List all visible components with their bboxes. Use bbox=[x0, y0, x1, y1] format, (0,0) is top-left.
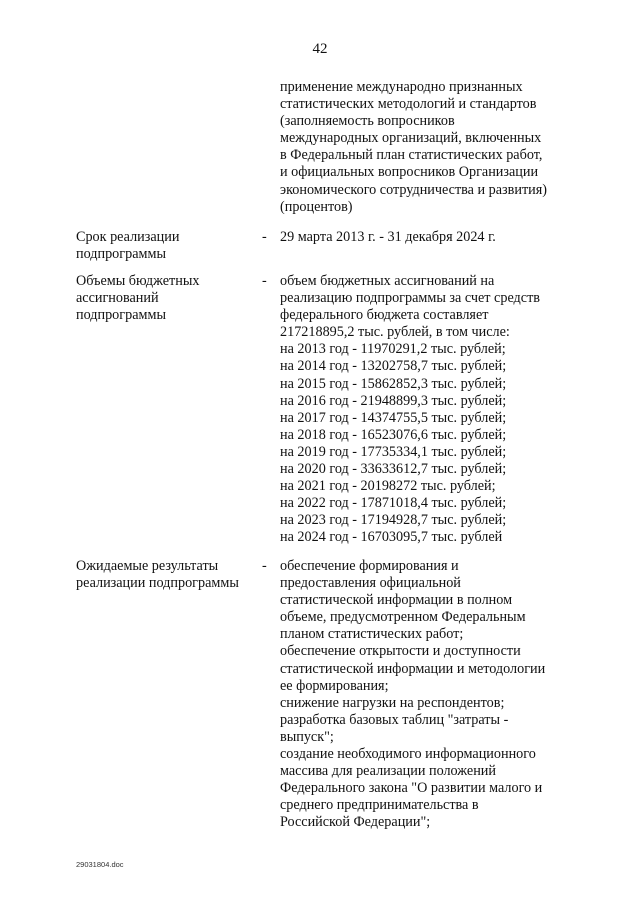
text-line: статистических методологий и стандартов bbox=[280, 96, 537, 113]
year-allocation-line: на 2019 год - 17735334,1 тыс. рублей; bbox=[280, 443, 507, 460]
row-label bbox=[76, 273, 199, 324]
row-dash: - bbox=[262, 273, 267, 289]
text-line: предоставления официальной bbox=[280, 575, 461, 592]
page-number: 42 bbox=[312, 41, 328, 57]
row-label bbox=[76, 558, 239, 592]
row-text bbox=[280, 558, 545, 832]
label-line: подпрограммы bbox=[76, 307, 166, 324]
text-line: массива для реализации положений bbox=[280, 763, 496, 780]
text-line: объем бюджетных ассигнований на bbox=[280, 273, 495, 289]
label-line: реализации подпрограммы bbox=[76, 575, 239, 592]
row-dash: - bbox=[262, 229, 267, 245]
text-line: 29 марта 2013 г. - 31 декабря 2024 г. bbox=[280, 229, 496, 245]
row-text bbox=[280, 273, 540, 547]
text-line: обеспечение формирования и bbox=[280, 558, 459, 574]
text-line: и официальных вопросников Организации bbox=[280, 164, 539, 181]
year-allocation-line: на 2024 год - 16703095,7 тыс. рублей bbox=[280, 529, 503, 546]
text-line: Российской Федерации"; bbox=[280, 814, 431, 831]
text-line: международных организаций, включенных bbox=[280, 130, 542, 147]
year-allocation-line: на 2016 год - 21948899,3 тыс. рублей; bbox=[280, 392, 507, 409]
text-line: объеме, предусмотренном Федеральным bbox=[280, 609, 526, 626]
year-allocation-line: на 2023 год - 17194928,7 тыс. рублей; bbox=[280, 512, 507, 529]
text-line: федерального бюджета составляет bbox=[280, 307, 489, 324]
year-allocation-line: на 2020 год - 33633612,7 тыс. рублей; bbox=[280, 461, 507, 478]
text-line: (процентов) bbox=[280, 198, 353, 215]
year-allocation-line: на 2021 год - 20198272 тыс. рублей; bbox=[280, 478, 496, 495]
text-line: реализацию подпрограммы за счет средств bbox=[280, 290, 540, 307]
text-line: в Федеральный план статистических работ, bbox=[280, 147, 543, 164]
text-line: (заполняемость вопросников bbox=[280, 113, 455, 130]
text-line: Федерального закона "О развитии малого и bbox=[280, 780, 543, 797]
label-line: ассигнований bbox=[76, 290, 159, 307]
text-line: статистической информации в полном bbox=[280, 592, 513, 609]
row-text bbox=[280, 229, 496, 246]
text-line: обеспечение открытости и доступности bbox=[280, 643, 521, 660]
text-line: среднего предпринимательства в bbox=[280, 797, 479, 814]
year-allocation-line: на 2014 год - 13202758,7 тыс. рублей; bbox=[280, 358, 507, 375]
text-line: разработка базовых таблиц "затраты - bbox=[280, 711, 509, 728]
label-line: Объемы бюджетных bbox=[76, 273, 200, 289]
footer-filename: 29031804.doc bbox=[76, 860, 124, 869]
text-line: выпуск"; bbox=[280, 728, 334, 745]
label-line: подпрограммы bbox=[76, 246, 166, 263]
year-allocation-line: на 2018 год - 16523076,6 тыс. рублей; bbox=[280, 426, 507, 443]
intro-continuation-text bbox=[280, 79, 547, 216]
label-line: Срок реализации bbox=[76, 229, 180, 245]
text-line: статистической информации и методологии bbox=[280, 660, 546, 677]
row-dash: - bbox=[262, 558, 267, 574]
text-line: применение международно признанных bbox=[280, 79, 523, 95]
text-line: экономического сотрудничества и развития) bbox=[280, 181, 547, 198]
year-allocation-line: на 2017 год - 14374755,5 тыс. рублей; bbox=[280, 409, 507, 426]
row-label bbox=[76, 229, 179, 263]
text-line: снижение нагрузки на респондентов; bbox=[280, 694, 505, 711]
text-line: создание необходимого информационного bbox=[280, 746, 536, 763]
label-line: Ожидаемые результаты bbox=[76, 558, 219, 574]
year-allocation-line: на 2013 год - 11970291,2 тыс. рублей; bbox=[280, 341, 506, 358]
year-allocation-line: на 2015 год - 15862852,3 тыс. рублей; bbox=[280, 375, 507, 392]
year-allocation-line: на 2022 год - 17871018,4 тыс. рублей; bbox=[280, 495, 507, 512]
text-line: ее формирования; bbox=[280, 677, 389, 694]
text-line: планом статистических работ; bbox=[280, 626, 464, 643]
text-line: 217218895,2 тыс. рублей, в том числе: bbox=[280, 324, 510, 341]
